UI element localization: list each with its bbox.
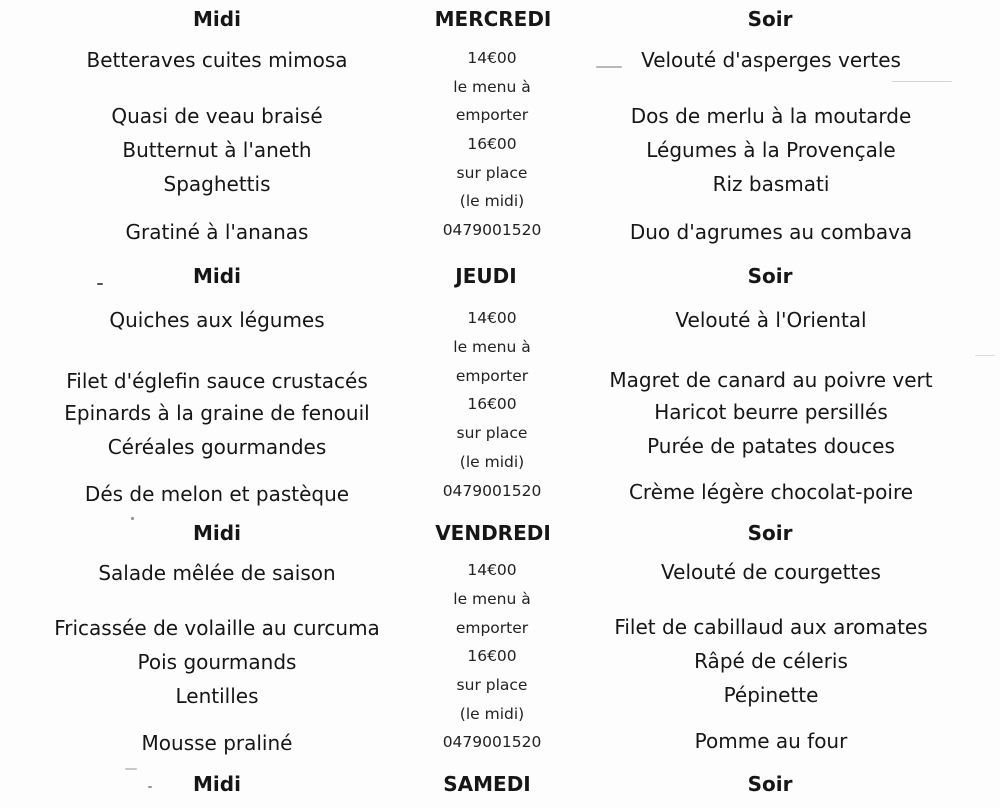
midi-starter: Betteraves cuites mimosa — [86, 48, 348, 72]
midi-heading: Midi — [193, 7, 241, 31]
midi-side-2: Céréales gourmandes — [107, 435, 327, 459]
day-heading: MERCREDI — [434, 7, 552, 31]
price-takeaway: 14€00 — [467, 561, 517, 579]
price-takeaway-text: emporter — [455, 367, 529, 385]
price-takeaway-text: le menu à — [453, 338, 531, 356]
midi-side-1: Pois gourmands — [137, 650, 297, 674]
price-onsite: 16€00 — [467, 647, 517, 665]
midi-main: Filet d'églefin sauce crustacés — [66, 369, 368, 393]
soir-side-1: Haricot beurre persillés — [654, 400, 888, 424]
midi-heading: Midi — [193, 521, 241, 545]
soir-dessert: Pomme au four — [694, 729, 848, 753]
scan-speck — [892, 81, 952, 82]
soir-heading: Soir — [747, 7, 793, 31]
soir-side-1: Râpé de céleris — [694, 649, 848, 673]
soir-starter: Velouté d'asperges vertes — [641, 48, 901, 72]
midi-side-1: Butternut à l'aneth — [122, 138, 312, 162]
midi-dessert: Dés de melon et pastèque — [84, 482, 350, 506]
day-heading: SAMEDI — [443, 772, 531, 796]
soir-side-2: Riz basmati — [712, 172, 830, 196]
midi-dessert: Mousse praliné — [141, 731, 293, 755]
phone-number: 0479001520 — [442, 482, 542, 500]
price-takeaway: 14€00 — [467, 309, 517, 327]
scan-speck — [97, 283, 103, 285]
soir-heading: Soir — [747, 521, 793, 545]
price-onsite-text: (le midi) — [459, 705, 525, 723]
soir-starter: Velouté à l'Oriental — [675, 308, 867, 332]
midi-dessert: Gratiné à l'ananas — [125, 220, 309, 244]
soir-main: Filet de cabillaud aux aromates — [614, 615, 928, 639]
price-onsite-text: (le midi) — [459, 453, 525, 471]
scan-speck — [131, 517, 134, 520]
soir-heading: Soir — [747, 264, 793, 288]
price-onsite-text: (le midi) — [459, 192, 525, 210]
midi-starter: Quiches aux légumes — [109, 308, 325, 332]
price-onsite-text: sur place — [456, 164, 528, 182]
price-takeaway-text: emporter — [455, 106, 529, 124]
phone-number: 0479001520 — [442, 221, 542, 239]
soir-dessert: Crème légère chocolat-poire — [628, 480, 914, 504]
price-takeaway-text: le menu à — [453, 78, 531, 96]
midi-main: Quasi de veau braisé — [111, 104, 323, 128]
soir-starter: Velouté de courgettes — [661, 560, 881, 584]
soir-main: Dos de merlu à la moutarde — [630, 104, 912, 128]
phone-number: 0479001520 — [442, 733, 542, 751]
midi-heading: Midi — [193, 772, 241, 796]
scan-speck — [596, 66, 622, 68]
soir-heading: Soir — [747, 772, 793, 796]
price-onsite-text: sur place — [456, 676, 528, 694]
price-onsite: 16€00 — [467, 395, 517, 413]
price-takeaway-text: le menu à — [453, 590, 531, 608]
day-heading: JEUDI — [455, 264, 517, 288]
soir-side-1: Légumes à la Provençale — [646, 138, 896, 162]
midi-heading: Midi — [193, 264, 241, 288]
scan-speck — [125, 768, 137, 770]
day-heading: VENDREDI — [435, 521, 551, 545]
scan-speck — [148, 786, 152, 788]
scan-speck — [975, 355, 995, 356]
soir-dessert: Duo d'agrumes au combava — [629, 220, 913, 244]
midi-starter: Salade mêlée de saison — [98, 561, 336, 585]
price-onsite-text: sur place — [456, 424, 528, 442]
soir-side-2: Purée de patates douces — [647, 434, 895, 458]
midi-side-2: Spaghettis — [163, 172, 271, 196]
soir-side-2: Pépinette — [723, 683, 819, 707]
midi-side-2: Lentilles — [175, 684, 259, 708]
price-takeaway-text: emporter — [455, 619, 529, 637]
price-onsite: 16€00 — [467, 135, 517, 153]
midi-main: Fricassée de volaille au curcuma — [54, 616, 380, 640]
soir-main: Magret de canard au poivre vert — [609, 368, 933, 392]
midi-side-1: Epinards à la graine de fenouil — [64, 401, 370, 425]
price-takeaway: 14€00 — [467, 49, 517, 67]
